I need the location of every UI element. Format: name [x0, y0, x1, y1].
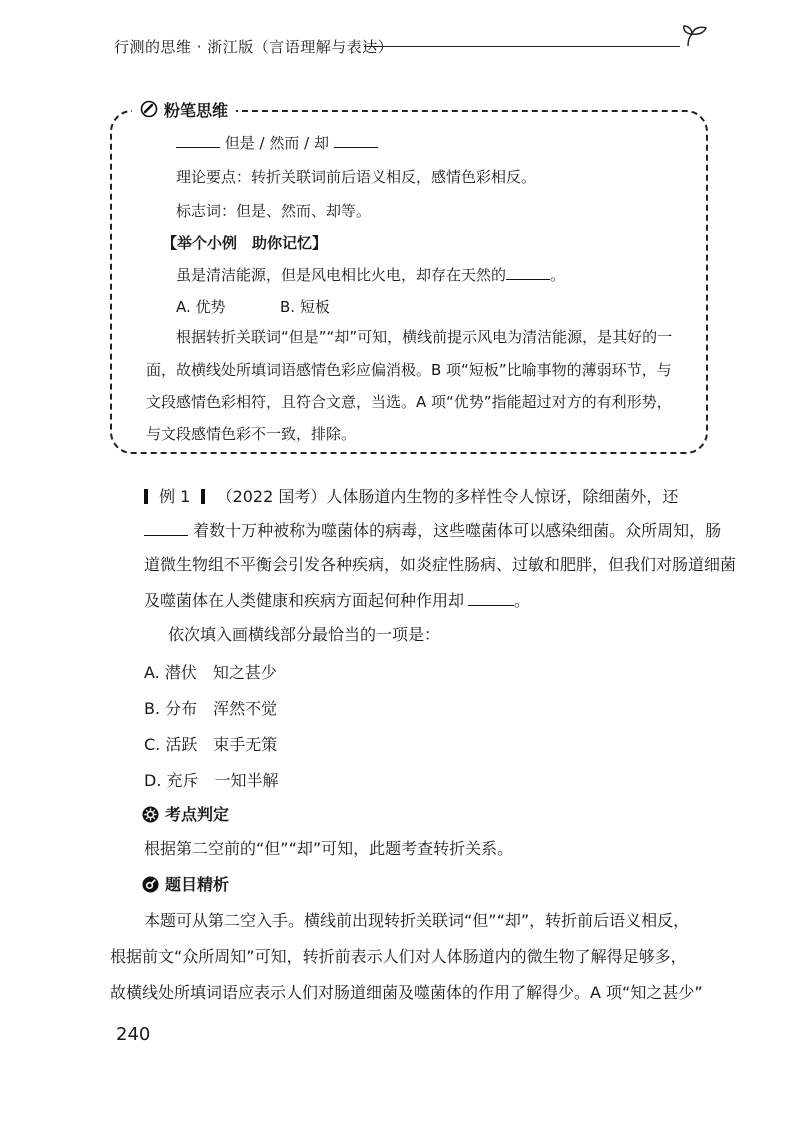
theory-text: 理论要点：转折关联词前后语义相反，感情色彩相反。	[176, 168, 537, 186]
kaodian-heading-text: 考点判定	[165, 805, 230, 824]
blank-line	[144, 523, 188, 536]
example-question-text: 虽是清洁能源，但是风电相比火电，却存在天然的	[176, 266, 507, 284]
kaodian-text: 根据第二空前的“但”“却”可知，此题考查转折关系。	[144, 839, 514, 858]
kaodian-heading	[142, 802, 229, 825]
explain-line: 文段感情色彩相符，且符合文意，当选。A 项“优势”指能超过对方的有利形势，	[146, 393, 672, 411]
option-a: A. 潜伏 知之甚少	[144, 663, 277, 682]
page-number: 240	[116, 1024, 151, 1045]
example-question-end: 。	[550, 266, 566, 284]
sprout-icon	[680, 22, 712, 52]
gear-icon	[142, 806, 159, 823]
example1-text: （2022 国考）人体肠道内生物的多样性令人惊讶，除细菌外，还	[216, 487, 679, 506]
tip-box-tag	[132, 96, 236, 122]
option-d: D. 充斥 一知半解	[144, 771, 279, 790]
example1-text: 着数十万种被称为噬菌体的病毒，这些噬菌体可以感染细菌。众所周知，肠	[193, 521, 722, 540]
blank-line	[506, 267, 550, 280]
example-question	[176, 264, 565, 285]
markers-text: 标志词：但是、然而、却等。	[176, 202, 372, 220]
option-b: B. 分布 浑然不觉	[144, 699, 278, 718]
question-prompt: 依次填入画横线部分最恰当的一项是：	[168, 625, 441, 644]
chalk-icon	[140, 100, 158, 118]
running-header-title: 行测的思维 · 浙江版（言语理解与表达）	[114, 38, 394, 56]
explain-line: 面，故横线处所填词语感情色彩应偏消极。B 项“短板”比喻事物的薄弱环节，与	[146, 361, 672, 379]
jingxi-line: 本题可从第二空入手。横线前出现转折关联词“但”“却”，转折前后语义相反，	[144, 911, 690, 930]
label-bar	[201, 489, 205, 504]
explain-line: 与文段感情色彩不一致，排除。	[146, 425, 357, 443]
example-heading: 【举个小例 助你记忆】	[162, 234, 328, 252]
example-option-a: A. 优势	[176, 298, 226, 316]
formula-text: 但是 / 然而 / 却	[224, 134, 329, 152]
example1-text-end: 。	[514, 591, 531, 610]
example1-text: 及噬菌体在人类健康和疾病方面起何种作用却	[144, 591, 465, 610]
explain-line: 根据转折关联词“但是”“却”可知，横线前提示风电为清洁能源，是其好的一	[176, 328, 673, 346]
blank-line	[468, 593, 514, 606]
jingxi-line: 根据前文“众所周知”可知，转折前表示人们对人体肠道内的微生物了解得足够多，	[110, 947, 687, 966]
jingxi-heading-text: 题目精析	[165, 875, 230, 894]
header-rule	[364, 46, 680, 47]
jingxi-heading	[142, 872, 229, 895]
label-bar	[144, 489, 148, 504]
example1-label: 例 1	[159, 487, 191, 506]
formula-line	[176, 132, 378, 153]
example1-line3: 道微生物组不平衡会引发各种疾病，如炎症性肠病、过敏和肥胖，但我们对肠道细菌	[144, 555, 737, 574]
example1-line1	[144, 484, 678, 507]
example1-line4	[144, 588, 530, 611]
blank-line	[334, 135, 378, 148]
tip-box-title: 粉笔思维	[164, 100, 229, 120]
jingxi-line: 故横线处所填词语应表示人们对肠道细菌及噬菌体的作用了解得少。A 项“知之甚少”	[110, 983, 703, 1002]
example1-line2	[144, 518, 721, 541]
analysis-icon	[142, 876, 159, 893]
blank-line	[176, 135, 220, 148]
example-option-b: B. 短板	[280, 298, 330, 316]
option-c: C. 活跃 束手无策	[144, 735, 278, 754]
